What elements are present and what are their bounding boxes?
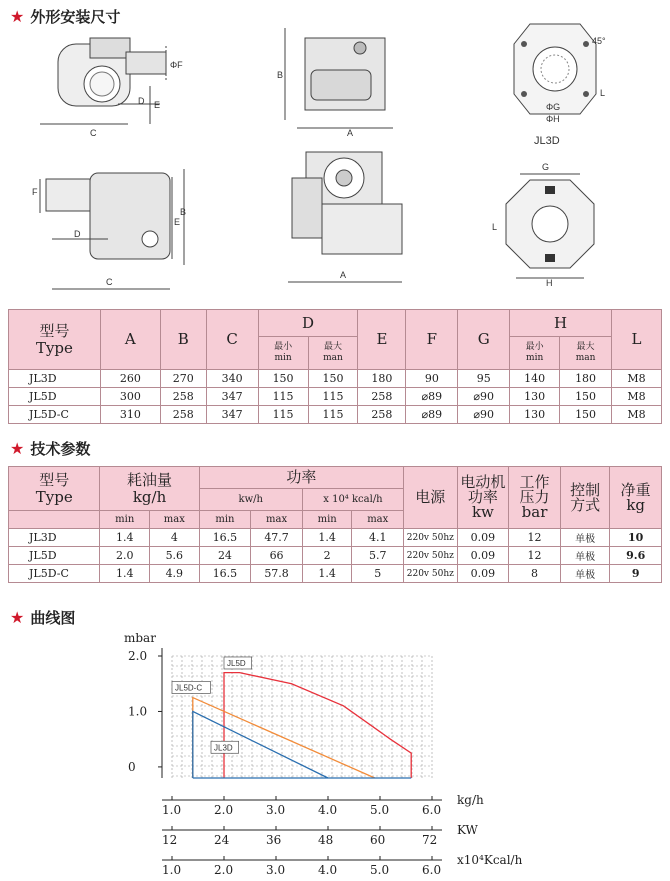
- dim-header-d-min: [258, 337, 308, 370]
- dim-a-label-2: A: [340, 270, 347, 280]
- cell-kw-min: 16.5: [199, 529, 251, 547]
- cell-motor: 0.09: [457, 547, 509, 565]
- flange-jl3d-drawing: [500, 14, 620, 154]
- dim-header-d-max: [308, 337, 358, 370]
- dim-header-b: B: [160, 310, 206, 370]
- cell-h-min: 140: [510, 370, 560, 388]
- cell-c: 340: [206, 370, 258, 388]
- dim-l-label: L: [492, 222, 498, 232]
- cell-f: ⌀89: [406, 388, 458, 406]
- cell-b: 270: [160, 370, 206, 388]
- param-header-power: 功率: [199, 467, 403, 489]
- motor-zh2: 功率: [467, 488, 498, 506]
- dim-d-label: D: [138, 96, 145, 106]
- cell-kcal-min: 1.4: [302, 529, 352, 547]
- dim-header-e: E: [358, 310, 406, 370]
- y-tick-label: 1.0: [128, 704, 148, 719]
- y-axis-label: mbar: [124, 631, 156, 645]
- param-header-weight: [610, 467, 662, 529]
- cell-l: M8: [612, 406, 662, 424]
- control-zh1: 控制: [570, 480, 601, 499]
- dim-b-label-2: B: [180, 207, 187, 217]
- dim-l-label-top: L: [600, 88, 606, 98]
- param-header-motor: [457, 467, 509, 529]
- param-header-type-blank: [9, 511, 100, 529]
- min-en: min: [526, 353, 544, 363]
- cell-kw-max: 57.8: [251, 565, 303, 583]
- dimensions-title: 外形安装尺寸: [30, 8, 121, 26]
- cell-a: 310: [100, 406, 160, 424]
- dim-phi-h-label: ΦH: [546, 114, 560, 124]
- cell-control: 单极: [560, 565, 610, 583]
- x-tick-label: 5.0: [370, 803, 390, 817]
- cell-pressure: 12: [509, 547, 561, 565]
- cell-kcal-max: 5.7: [352, 547, 404, 565]
- min-en: min: [274, 353, 292, 363]
- cell-control: 单极: [560, 547, 610, 565]
- cell-h-max: 180: [560, 370, 612, 388]
- table-row: [9, 406, 662, 424]
- cell-e: 180: [358, 370, 406, 388]
- dim-header-type: [9, 310, 101, 370]
- cell-d-min: 115: [258, 388, 308, 406]
- cell-kcal-max: 5: [352, 565, 404, 583]
- cell-d-max: 115: [308, 388, 358, 406]
- cell-fuel-max: 5.6: [150, 547, 200, 565]
- cell-kw-max: 47.7: [251, 529, 303, 547]
- cell-type: JL5D: [9, 547, 100, 565]
- dim-header-h-min: [510, 337, 560, 370]
- dim-header-d: D: [258, 310, 358, 337]
- cell-fuel-min: 2.0: [100, 547, 150, 565]
- dim-h-label: H: [546, 278, 553, 288]
- max-label: max: [251, 511, 303, 529]
- param-header-type-en: Type: [35, 487, 73, 506]
- dim-header-type-en: Type: [35, 338, 73, 357]
- dim-f-label: F: [32, 187, 38, 197]
- table-row: [9, 565, 662, 583]
- control-zh2: 方式: [570, 495, 601, 514]
- cell-type: JL5D-C: [9, 406, 101, 424]
- min-zh: 最小: [274, 342, 293, 352]
- x-tick-label: 2.0: [214, 863, 234, 877]
- pressure-curve-chart: [120, 628, 540, 878]
- cell-h-max: 150: [560, 406, 612, 424]
- max-zh: 最大: [323, 342, 342, 352]
- x-tick-label: 1.0: [162, 863, 182, 877]
- curve-title: 曲线图: [30, 609, 76, 627]
- cell-control: 单极: [560, 529, 610, 547]
- burner-top-view-drawing: [278, 148, 418, 293]
- fuel-zh: 耗油量: [127, 470, 173, 489]
- dim-c-label-2: C: [106, 277, 113, 287]
- x-tick-label: 2.0: [214, 803, 234, 817]
- dim-g-label: G: [542, 162, 550, 172]
- cell-weight: 10: [610, 529, 662, 547]
- cell-a: 260: [100, 370, 160, 388]
- section-title-params: [10, 438, 90, 459]
- max-label: max: [352, 511, 404, 529]
- flange-drawing: [490, 160, 620, 290]
- motor-unit: kw: [471, 503, 494, 521]
- weight-unit: kg: [626, 495, 646, 514]
- x-axis-unit: kg/h: [457, 793, 484, 807]
- y-tick-label: 2.0: [128, 649, 148, 663]
- fuel-unit: kg/h: [132, 487, 167, 506]
- max-zh: 最大: [576, 342, 595, 352]
- section-title-curve: [10, 607, 75, 628]
- cell-a: 300: [100, 388, 160, 406]
- x-axis-unit: KW: [457, 823, 478, 837]
- min-label: min: [199, 511, 251, 529]
- angle-label: 45°: [592, 36, 606, 46]
- x-tick-label: 4.0: [318, 863, 338, 877]
- cell-fuel-min: 1.4: [100, 565, 150, 583]
- motor-zh1: 电动机: [460, 473, 506, 491]
- x-tick-label: 1.0: [162, 803, 182, 817]
- cell-g: ⌀90: [458, 406, 510, 424]
- max-en: man: [575, 353, 596, 363]
- cell-motor: 0.09: [457, 529, 509, 547]
- cell-kcal-min: 2: [302, 547, 352, 565]
- table-row: [9, 370, 662, 388]
- x-tick-label: 24: [214, 833, 230, 847]
- cell-l: M8: [612, 370, 662, 388]
- section-title-dimensions: [10, 6, 120, 27]
- cell-b: 258: [160, 406, 206, 424]
- cell-l: M8: [612, 388, 662, 406]
- max-label: max: [150, 511, 200, 529]
- cell-supply: 220v 50hz: [404, 565, 458, 583]
- burner-motor-view-drawing: [275, 20, 410, 140]
- dimension-table: [8, 309, 662, 424]
- params-title: 技术参数: [30, 440, 91, 458]
- series-label-jl5d-c: JL5D-C: [175, 683, 203, 693]
- x-tick-label: 72: [422, 833, 438, 847]
- dim-header-c: C: [206, 310, 258, 370]
- cell-g: 95: [458, 370, 510, 388]
- table-row: [9, 388, 662, 406]
- burner-side-view-drawing: [30, 26, 190, 151]
- cell-kcal-max: 4.1: [352, 529, 404, 547]
- param-header-pressure: [509, 467, 561, 529]
- cell-d-min: 115: [258, 406, 308, 424]
- cell-d-max: 150: [308, 370, 358, 388]
- dim-header-l: L: [612, 310, 662, 370]
- cell-kw-min: 16.5: [199, 565, 251, 583]
- dim-a-label: A: [347, 128, 354, 138]
- param-header-fuel: [100, 467, 199, 511]
- x-tick-label: 3.0: [266, 803, 286, 817]
- cell-g: ⌀90: [458, 388, 510, 406]
- dim-header-type-zh: 型号: [39, 321, 70, 340]
- dim-b-label: B: [277, 70, 284, 80]
- table-row: [9, 529, 662, 547]
- max-en: man: [323, 353, 343, 363]
- x-tick-label: 60: [370, 833, 386, 847]
- dim-c-label: C: [90, 128, 97, 138]
- cell-type: JL5D: [9, 388, 101, 406]
- x-axis-unit: x10⁴Kcal/h: [457, 853, 523, 867]
- cell-h-min: 130: [510, 406, 560, 424]
- cell-d-max: 115: [308, 406, 358, 424]
- cell-type: JL5D-C: [9, 565, 100, 583]
- star-icon: ★: [10, 608, 25, 627]
- min-label: min: [302, 511, 352, 529]
- dim-e-label-2: E: [174, 217, 181, 227]
- x-tick-label: 36: [266, 833, 282, 847]
- cell-fuel-min: 1.4: [100, 529, 150, 547]
- burner-side-view-2-drawing: [30, 165, 190, 300]
- dim-e-label: E: [154, 100, 161, 110]
- cell-type: JL3D: [9, 370, 101, 388]
- star-icon: ★: [10, 7, 25, 26]
- param-header-supply: 电源: [404, 467, 458, 529]
- weight-zh: 净重: [620, 480, 651, 499]
- dim-header-g: G: [458, 310, 510, 370]
- x-tick-label: 5.0: [370, 863, 390, 877]
- cell-kw-min: 24: [199, 547, 251, 565]
- min-zh: 最小: [525, 342, 544, 352]
- cell-f: 90: [406, 370, 458, 388]
- pressure-zh1: 工作: [519, 473, 550, 491]
- cell-e: 258: [358, 406, 406, 424]
- star-icon: ★: [10, 439, 25, 458]
- param-header-power-kcal: x 10⁴ kcal/h: [302, 489, 403, 511]
- param-header-type: [9, 467, 100, 511]
- dim-phi-g-label: ΦG: [546, 102, 561, 112]
- chart-layer: [124, 631, 523, 877]
- table-row: [9, 547, 662, 565]
- cell-fuel-max: 4: [150, 529, 200, 547]
- cell-f: ⌀89: [406, 406, 458, 424]
- x-tick-label: 48: [318, 833, 334, 847]
- min-label: min: [100, 511, 150, 529]
- dim-header-h: H: [510, 310, 612, 337]
- cell-c: 347: [206, 388, 258, 406]
- y-tick-label: 0: [128, 759, 136, 774]
- cell-weight: 9: [610, 565, 662, 583]
- series-label-jl3d: JL3D: [214, 743, 233, 753]
- dim-phi-f-label: ΦF: [170, 60, 183, 70]
- pressure-unit: bar: [521, 503, 548, 521]
- cell-fuel-max: 4.9: [150, 565, 200, 583]
- cell-e: 258: [358, 388, 406, 406]
- cell-weight: 9.6: [610, 547, 662, 565]
- cell-h-max: 150: [560, 388, 612, 406]
- dim-header-a: A: [100, 310, 160, 370]
- x-tick-label: 12: [162, 833, 178, 847]
- pressure-zh2: 压力: [519, 488, 550, 506]
- x-tick-label: 6.0: [422, 803, 442, 817]
- cell-supply: 220v 50hz: [404, 547, 458, 565]
- cell-kcal-min: 1.4: [302, 565, 352, 583]
- cell-b: 258: [160, 388, 206, 406]
- dim-header-h-max: [560, 337, 612, 370]
- cell-kw-max: 66: [251, 547, 303, 565]
- param-header-control: [560, 467, 610, 529]
- x-tick-label: 4.0: [318, 803, 338, 817]
- cell-supply: 220v 50hz: [404, 529, 458, 547]
- cell-motor: 0.09: [457, 565, 509, 583]
- parameter-table: [8, 466, 662, 583]
- series-label-jl5d: JL5D: [227, 658, 246, 668]
- dim-d-label-2: D: [74, 229, 81, 239]
- cell-pressure: 12: [509, 529, 561, 547]
- cell-c: 347: [206, 406, 258, 424]
- cell-d-min: 150: [258, 370, 308, 388]
- x-tick-label: 3.0: [266, 863, 286, 877]
- param-header-type-zh: 型号: [39, 470, 70, 489]
- dim-header-f: F: [406, 310, 458, 370]
- param-header-power-kw: kw/h: [199, 489, 302, 511]
- cell-pressure: 8: [509, 565, 561, 583]
- jl3d-flange-label: JL3D: [534, 135, 560, 147]
- cell-h-min: 130: [510, 388, 560, 406]
- x-tick-label: 6.0: [422, 863, 442, 877]
- cell-type: JL3D: [9, 529, 100, 547]
